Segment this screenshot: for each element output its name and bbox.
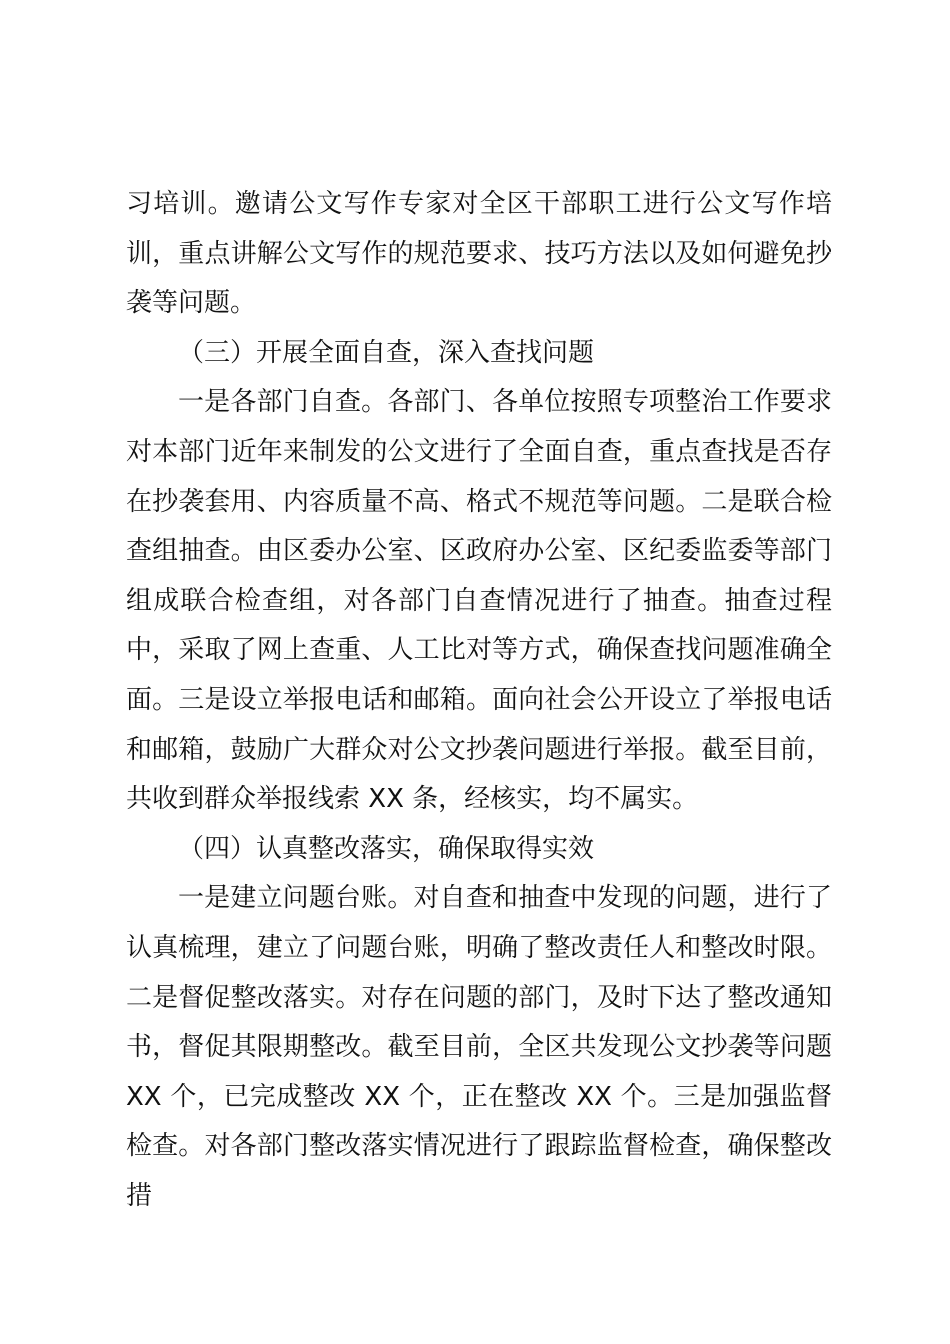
paragraph-self-inspection: 一是各部门自查。各部门、各单位按照专项整治工作要求对本部门近年来制发的公文进行了全面自查，重点查找是否存在抄袭套用、内容质量不高、格式不规范等问题。二是联合检查组抽查。由区委办公室、区政府办公室、区纪委监委等部门组成联合检查组，对各部门自查情况进行了抽查。抽查过程中，采取了网上查重、人工比对等方式，确保查找问题准确全面。三是设立举报电话和邮箱。面向社会公开设立了举报电话和邮箱，鼓励广大群众对公文抄袭问题进行举报。截至目前，共收到群众举报线索 XX 条，经核实，均不属实。 bbox=[126, 387, 832, 815]
paragraph-training-continuation: 习培训。邀请公文写作专家对全区干部职工进行公文写作培训，重点讲解公文写作的规范要求、技巧方法以及如何避免抄袭等问题。 bbox=[126, 189, 832, 319]
document-body bbox=[126, 180, 832, 1221]
section-heading-3: （三）开展全面自查，深入查找问题 bbox=[178, 337, 595, 368]
section-heading-4: （四）认真整改落实，确保取得实效 bbox=[178, 833, 595, 864]
paragraph-rectification: 一是建立问题台账。对自查和抽查中发现的问题，进行了认真梳理，建立了问题台账，明确了整改责任人和整改时限。二是督促整改落实。对存在问题的部门，及时下达了整改通知书，督促其限期整改。截至目前，全区共发现公文抄袭等问题 XX 个，已完成整改 XX 个，正在整改 XX 个。三是加强监督检查。对各部门整改落实情况进行了跟踪监督检查，确保整改措 bbox=[126, 883, 832, 1211]
